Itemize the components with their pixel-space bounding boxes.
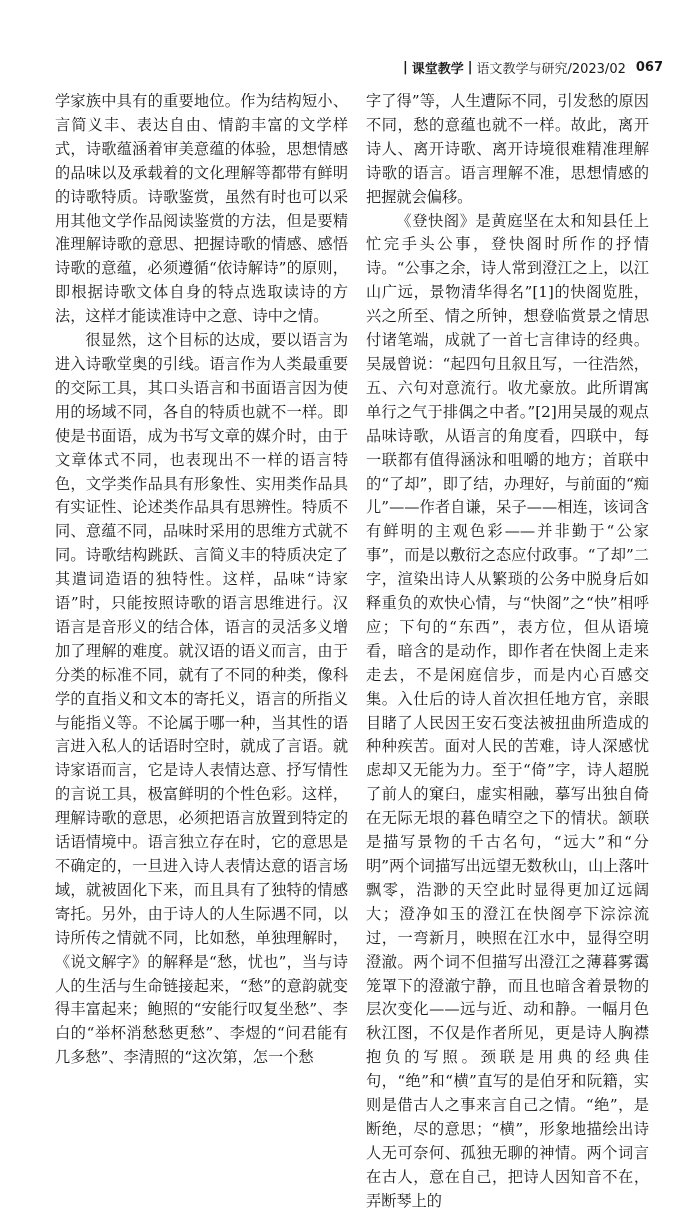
header-divider: | <box>402 60 408 75</box>
paragraph: 学家族中具有的重要地位。作为结构短小、言简义丰、表达自由、情韵丰富的文学样式，诗歌蕴涵着审美意蕴的体验，思想情感的品味以及承载着的文化理解等都带有鲜明的诗歌特质。诗歌鉴赏，虽然有时也可以采用其他文学作品阅读鉴赏的方法，但是要精准理解诗歌的意思、把握诗歌的情感、感悟诗歌的意蕴，必须遵循“依诗解诗”的原则，即根据诗歌文体自身的特点选取读诗的方法，这样才能读准诗中之意、诗中之情。 <box>55 92 348 326</box>
right-column <box>366 90 649 1214</box>
paragraph: 很显然，这个目标的达成，要以语言为进入诗歌堂奥的引线。语言作为人类最重要的交际工具，其口头语言和书面语言因为使用的场域不同，各自的特质也就不一样。即使是书面语，成为书写文章的媒介时，由于文章体式不同，也表现出不一样的语言特色，文学类作品具有形象性、实用类作品具有实证性、论述类作品具有思辨性。特质不同、意蕴不同，品味时采用的思维方式就不同。诗歌结构跳跃、言简义丰的特质决定了其遣词造语的独特性。这样，品味“诗家语”时，只能按照诗歌的语言思维进行。汉语言是音形义的结合体，语言的灵活多义增加了理解的难度。就汉语的语义而言，由于分类的标准不同，就有了不同的种类，像科学的直指义和文本的寄托义，语言的所指义与能指义等。不论属于哪一种，当其性的语言进入私人的话语时空时，就成了言语。就诗家语而言，它是诗人表情达意、抒写情性的言说工具，极富鲜明的个性色彩。这样，理解诗歌的意思，必须把语言放置到特定的话语情境中。语言独立存在时，它的意思是不确定的，一旦进入诗人表情达意的语言场域，就被固化下来，而且具有了独特的情感寄托。另外，由于诗人的人生际遇不同，以诗所传之情就不同，比如愁，单独理解时，《说文解字》的解释是“愁，忧也”，当与诗人的生活与生命链接起来，“愁”的意韵就变得丰富起来；鲍照的“安能行叹复坐愁”、李白的“举杯消愁愁更愁”、李煜的“问君能有几多愁”、李清照的“这次第，怎一个愁 <box>55 331 348 1067</box>
paragraph: 《登快阁》是黄庭坚在太和知县任上忙完手头公事，登快阁时所作的抒情诗。“公事之余，诗人常到澄江之上，以江山广远，景物清华得名”[1]的快阁览胜，兴之所至、情之所钟，想登临赏景之情思付诸笔端，成就了一首七言律诗的经典。吴晟曾说：“起四句且叙且写，一往浩然，五、六句对意流行。收尤豪放。此所谓寓单行之气于排偶之中者。”[2]用吴晟的观点品味诗歌，从语言的角度看，四联中，每一联都有值得涵泳和咀嚼的地方；首联中的“了却”，即了结，办理好，与前面的“痴儿”——作者自谦，呆子——相连，该词含有鲜明的主观色彩——并非勤于“公家事”，而是以敷衍之态应付政事。“了却”二字，渲染出诗人从繁琐的公务中脱身后如释重负的欢快心情，与“快阁”之“快”相呼应；下句的“东西”，表方位，但从语境看，暗含的是动作，即作者在快阁上走来走去，不是闲庭信步，而是内心百感交集。入仕后的诗人首次担任地方官，亲眼目睹了人民因王安石变法被扭曲所造成的种种疾苦。面对人民的苦难，诗人深感忧虑却又无能为力。至于“倚”字，诗人超脱了前人的窠臼，虚实相融，摹写出独自倚在无际无垠的暮色晴空之下的情状。颔联是描写景物的千古名句，“远大”和“分明”两个词描写出远望无数秋山，山上落叶飘零，浩渺的天空此时显得更加辽远阔大；澄净如玉的澄江在快阁亭下淙淙流过，一弯新月，映照在江水中，显得空明澄澈。两个词不但描写出澄江之薄暮雾霭笼罩下的澄澈宁静，而且也暗含着景物的层次变化——远与近、动和静。一幅月色秋江图，不仅是作者所见，更是诗人胸襟抱负的写照。颈联是用典的经典佳句，“绝”和“横”直写的是伯牙和阮籍，实则是借古人之事来言自己之情。“绝”，是断绝，尽的意思；“横”，形象地描绘出诗人无可奈何、孤独无聊的神情。两个词言在古人，意在自己，把诗人因知音不在，弄断琴上的 <box>366 211 649 1210</box>
page-number: 067 <box>635 60 663 75</box>
page-header <box>403 58 663 77</box>
journal-issue: 语文教学与研究/2023/02 <box>476 62 626 77</box>
paragraph: 字了得”等，人生遭际不同，引发愁的原因不同，愁的意蕴也就不一样。故此，离开诗人、离开诗歌、离开诗境很难精准理解诗歌的语言。语言理解不准，思想情感的把握就会偏移。 <box>366 92 649 206</box>
column-name: 课堂教学 <box>411 62 464 77</box>
header-divider: | <box>467 60 473 75</box>
left-column <box>55 90 348 1070</box>
